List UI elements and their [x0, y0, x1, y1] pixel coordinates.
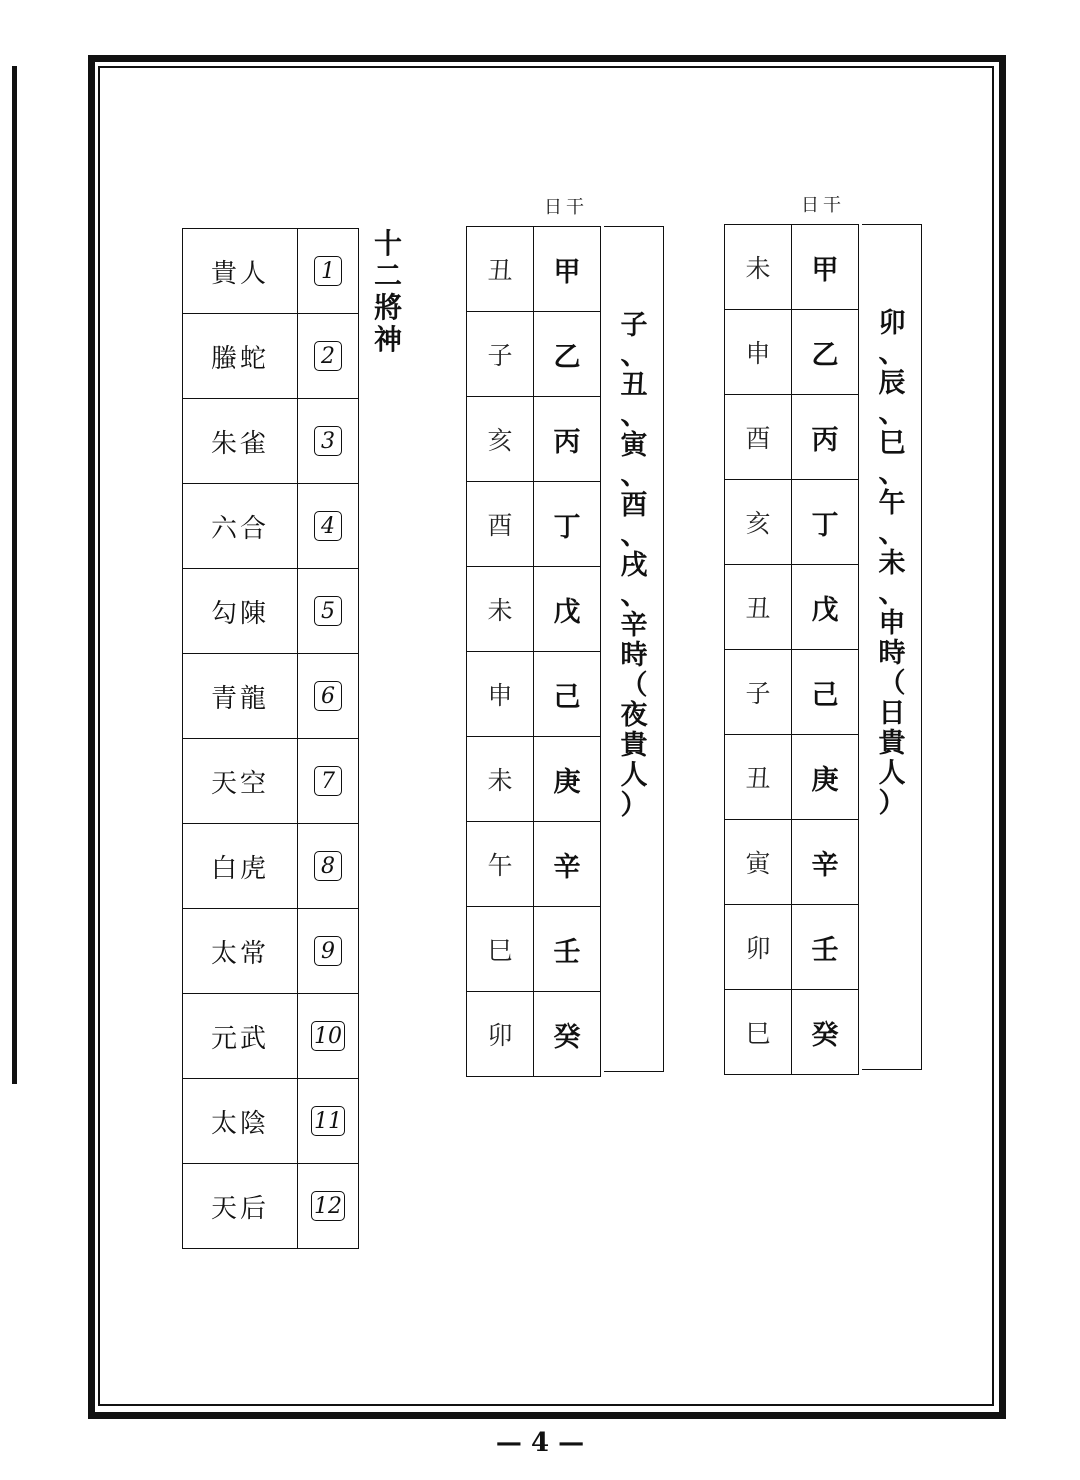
stem-row	[467, 737, 601, 822]
general-row	[183, 569, 359, 654]
stem-row	[725, 650, 859, 735]
stem-row	[467, 567, 601, 652]
general-name: 朱雀	[183, 399, 298, 484]
general-number-cell	[298, 399, 359, 484]
label-char: 丑	[620, 370, 648, 401]
branch-cell: 寅	[725, 820, 792, 905]
label-char: 、	[878, 398, 906, 429]
general-number: 4	[314, 511, 342, 541]
branch-cell: 酉	[467, 482, 534, 567]
general-name: 貴人	[183, 229, 298, 314]
stem-row	[725, 990, 859, 1075]
branch-cell: 未	[467, 567, 534, 652]
general-number: 10	[311, 1021, 345, 1051]
general-row	[183, 229, 359, 314]
stem-cell: 乙	[792, 310, 859, 395]
general-number-cell	[298, 1079, 359, 1164]
general-row	[183, 739, 359, 824]
general-name: 天空	[183, 739, 298, 824]
branch-cell: 子	[467, 312, 534, 397]
stem-cell: 壬	[534, 907, 601, 992]
label-char: 午	[878, 488, 906, 519]
branch-cell: 未	[467, 737, 534, 822]
day-noble-label	[862, 309, 922, 819]
title-char: 二	[373, 259, 402, 292]
label-char: （	[878, 668, 906, 699]
general-name: 元武	[183, 994, 298, 1079]
stem-row	[725, 225, 859, 310]
title-char: 十	[373, 227, 402, 260]
branch-cell: 丑	[725, 565, 792, 650]
general-number-cell	[298, 569, 359, 654]
label-char: 貴	[878, 728, 906, 759]
general-number-cell	[298, 824, 359, 909]
stem-cell: 己	[534, 652, 601, 737]
stem-cell: 丁	[792, 480, 859, 565]
branch-cell: 巳	[725, 990, 792, 1075]
night-table-header: 日干	[544, 197, 588, 218]
branch-cell: 未	[725, 225, 792, 310]
general-name: 六合	[183, 484, 298, 569]
binding-line	[12, 66, 17, 1084]
branch-cell: 午	[467, 822, 534, 907]
label-char: （	[620, 670, 648, 701]
general-row	[183, 1079, 359, 1164]
label-char: ）	[620, 790, 648, 821]
label-char: 日	[878, 698, 906, 729]
branch-cell: 亥	[725, 480, 792, 565]
general-name: 白虎	[183, 824, 298, 909]
label-char: 、	[878, 578, 906, 609]
stem-cell: 癸	[792, 990, 859, 1075]
label-char: 、	[620, 520, 648, 551]
stem-cell: 戊	[792, 565, 859, 650]
general-name: 天后	[183, 1164, 298, 1249]
label-char: 、	[620, 460, 648, 491]
branch-cell: 申	[467, 652, 534, 737]
general-number-cell	[298, 654, 359, 739]
branch-cell: 酉	[725, 395, 792, 480]
general-row	[183, 484, 359, 569]
page-number: — 4 —	[495, 1428, 585, 1458]
stem-row	[725, 905, 859, 990]
stem-cell: 辛	[792, 820, 859, 905]
stem-cell: 癸	[534, 992, 601, 1077]
stem-row	[467, 652, 601, 737]
general-row	[183, 994, 359, 1079]
label-char: 申	[878, 608, 906, 639]
stem-cell: 辛	[534, 822, 601, 907]
general-number-cell	[298, 229, 359, 314]
stem-cell: 丙	[534, 397, 601, 482]
title-char: 神	[373, 323, 402, 356]
general-number: 9	[314, 936, 342, 966]
stem-row	[467, 907, 601, 992]
general-name: 螣蛇	[183, 314, 298, 399]
general-row	[183, 824, 359, 909]
stem-row	[725, 480, 859, 565]
stem-cell: 庚	[534, 737, 601, 822]
general-number: 11	[311, 1106, 345, 1136]
twelve-generals-title	[370, 228, 406, 356]
night-noble-label	[604, 311, 664, 821]
general-row	[183, 654, 359, 739]
general-number: 12	[311, 1191, 345, 1221]
label-char: 夜	[620, 700, 648, 731]
stem-row	[725, 565, 859, 650]
general-number: 2	[314, 341, 342, 371]
label-char: 辛	[620, 610, 648, 641]
general-number: 5	[314, 596, 342, 626]
general-row	[183, 1164, 359, 1249]
label-char: 巳	[878, 428, 906, 459]
stem-cell: 乙	[534, 312, 601, 397]
branch-cell: 巳	[467, 907, 534, 992]
general-number-cell	[298, 484, 359, 569]
label-char: 卯	[878, 308, 906, 339]
day-noble-label-box	[862, 224, 922, 1070]
day-table-header: 日干	[801, 195, 845, 216]
stem-row	[467, 312, 601, 397]
general-name: 太陰	[183, 1079, 298, 1164]
stem-row	[725, 310, 859, 395]
stem-row	[725, 820, 859, 905]
label-char: 戌	[620, 550, 648, 581]
label-char: 貴	[620, 730, 648, 761]
stem-cell: 壬	[792, 905, 859, 990]
branch-cell: 子	[725, 650, 792, 735]
label-char: ）	[878, 788, 906, 819]
branch-cell: 丑	[725, 735, 792, 820]
stem-cell: 己	[792, 650, 859, 735]
general-name: 太常	[183, 909, 298, 994]
stem-row	[467, 992, 601, 1077]
general-name: 青龍	[183, 654, 298, 739]
twelve-generals-table	[182, 228, 359, 1249]
stem-row	[467, 482, 601, 567]
general-number: 1	[314, 256, 342, 286]
stem-cell: 甲	[792, 225, 859, 310]
stem-row	[725, 735, 859, 820]
stem-row	[725, 395, 859, 480]
label-char: 、	[878, 518, 906, 549]
general-number-cell	[298, 739, 359, 824]
general-number-cell	[298, 909, 359, 994]
label-char: 未	[878, 548, 906, 579]
label-char: 子	[620, 310, 648, 341]
branch-cell: 丑	[467, 227, 534, 312]
general-number-cell	[298, 1164, 359, 1249]
title-char: 將	[373, 291, 402, 324]
branch-cell: 卯	[725, 905, 792, 990]
label-char: 辰	[878, 368, 906, 399]
label-char: 、	[878, 458, 906, 489]
general-row	[183, 399, 359, 484]
night-noble-table	[466, 226, 601, 1077]
stem-row	[467, 227, 601, 312]
general-number: 3	[314, 426, 342, 456]
label-char: 酉	[620, 490, 648, 521]
general-number: 8	[314, 851, 342, 881]
stem-row	[467, 822, 601, 907]
label-char: 、	[620, 580, 648, 611]
label-char: 人	[878, 758, 906, 789]
label-char: 、	[878, 338, 906, 369]
label-char: 時	[620, 640, 648, 671]
label-char: 、	[620, 400, 648, 431]
stem-row	[467, 397, 601, 482]
day-noble-table	[724, 224, 859, 1075]
night-noble-label-box	[604, 226, 664, 1072]
branch-cell: 卯	[467, 992, 534, 1077]
label-char: 寅	[620, 430, 648, 461]
stem-cell: 甲	[534, 227, 601, 312]
stem-cell: 庚	[792, 735, 859, 820]
label-char: 時	[878, 638, 906, 669]
label-char: 人	[620, 760, 648, 791]
branch-cell: 亥	[467, 397, 534, 482]
general-row	[183, 314, 359, 399]
general-number: 6	[314, 681, 342, 711]
label-char: 、	[620, 340, 648, 371]
general-number-cell	[298, 994, 359, 1079]
stem-cell: 丙	[792, 395, 859, 480]
stem-cell: 丁	[534, 482, 601, 567]
branch-cell: 申	[725, 310, 792, 395]
general-number: 7	[314, 766, 342, 796]
general-name: 勾陳	[183, 569, 298, 654]
stem-cell: 戊	[534, 567, 601, 652]
general-number-cell	[298, 314, 359, 399]
general-row	[183, 909, 359, 994]
